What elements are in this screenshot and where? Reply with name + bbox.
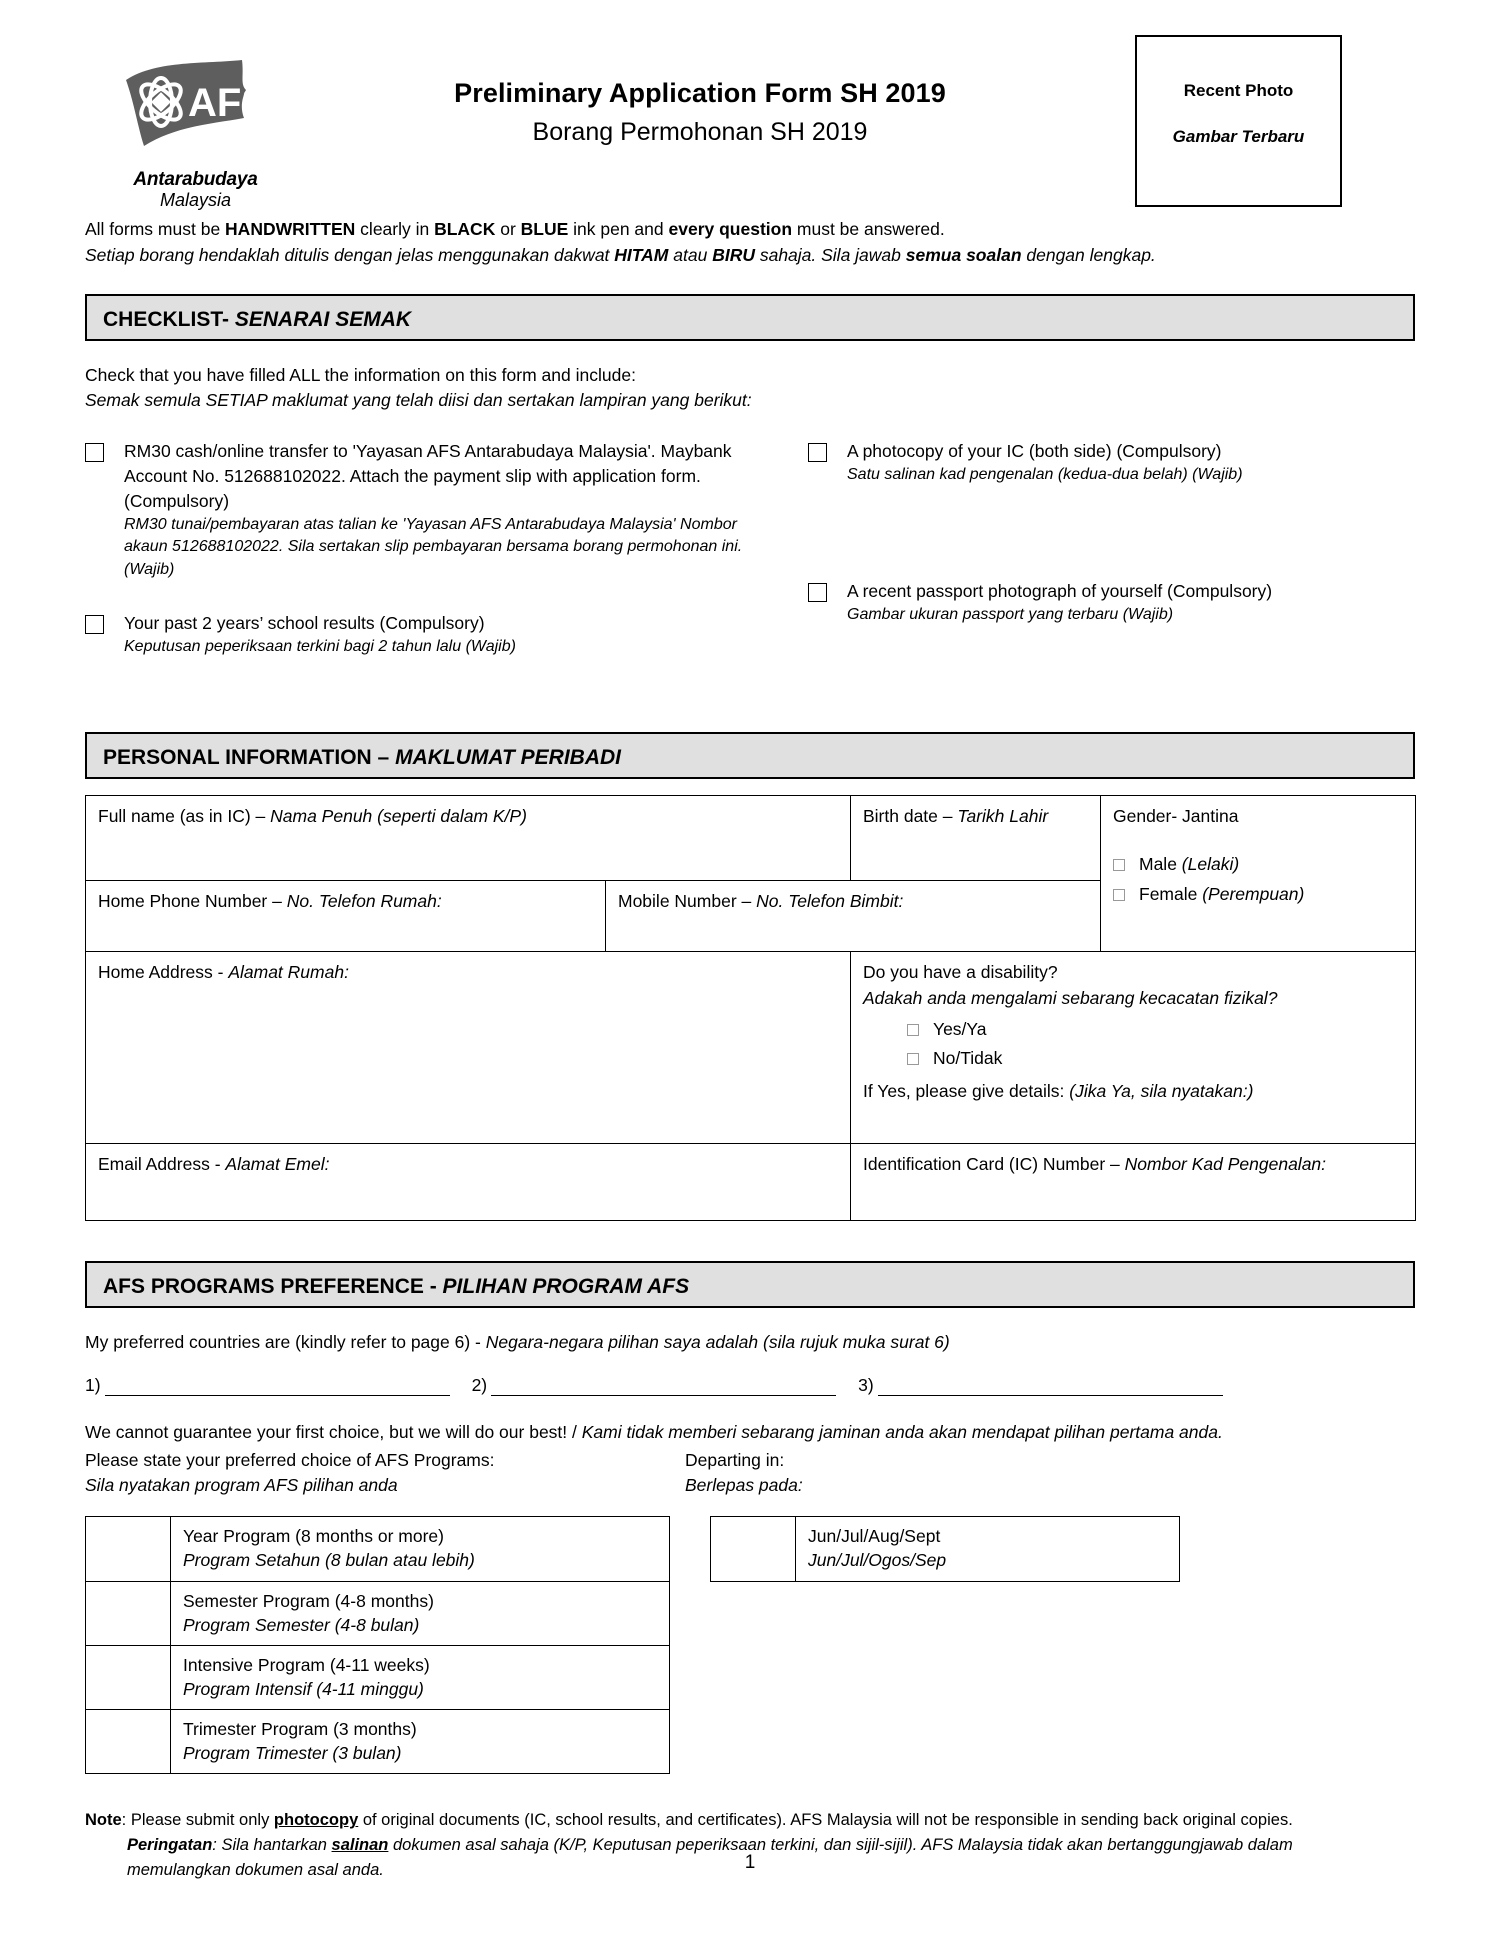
checkbox-female[interactable] <box>1113 889 1125 901</box>
field-home-phone[interactable] <box>86 881 606 952</box>
state-choice-malay: Sila nyatakan program AFS pilihan anda <box>85 1474 398 1495</box>
preferred-countries-english: My preferred countries are (kindly refer to page 6) - <box>85 1332 486 1353</box>
title-english: Preliminary Application Form SH 2019 <box>454 78 946 108</box>
checkbox-departing-jun-sept[interactable] <box>711 1517 796 1581</box>
field-full-name[interactable] <box>86 796 851 881</box>
checklist-title-malay: SENARAI SEMAK <box>234 307 412 331</box>
label-ic-malay: Nombor Kad Pengenalan: <box>1124 1154 1327 1175</box>
country-choice-3[interactable] <box>858 1375 1223 1396</box>
personal-title-malay: MAKLUMAT PERIBADI <box>395 746 622 770</box>
program-year <box>171 1517 670 1581</box>
label-female-english: Female <box>1139 883 1203 904</box>
guarantee-english: We cannot guarantee your first choice, but we will do our best! / <box>85 1422 582 1443</box>
personal-title-english: PERSONAL INFORMATION – <box>103 746 396 770</box>
country-number-1: 1) <box>85 1375 101 1396</box>
svg-text:AFS: AFS <box>187 81 268 125</box>
label-female-malay: (Perempuan) <box>1202 883 1305 904</box>
label-birth-date-malay: Tarikh Lahir <box>957 806 1049 827</box>
label-gender: Gender- Jantina <box>1113 806 1239 827</box>
afs-flag-icon <box>116 58 276 168</box>
instructions-line-malay: Setiap borang hendaklah ditulis dengan jelas menggunakan dakwat HITAM atau BIRU sahaja. Sila jawab semua soalan dengan lengkap. <box>85 245 1156 266</box>
checklist-title-english: CHECKLIST- <box>103 307 235 331</box>
note-line-english <box>85 1808 1415 1833</box>
note-line2-a: : Sila hantarkan <box>212 1836 332 1855</box>
program-trimester-malay: Program Trimester (3 bulan) <box>183 1743 402 1764</box>
program-intensive-malay: Program Intensif (4-11 minggu) <box>183 1679 424 1700</box>
checklist-item-school-results-english: Your past 2 years’ school results (Compulsory) <box>124 612 485 633</box>
program-intensive <box>171 1645 670 1709</box>
label-mobile-english: Mobile Number – <box>618 891 757 912</box>
programs-title-english: AFS PROGRAMS PREFERENCE - <box>103 1275 443 1299</box>
checklist-item-passport-photo-english: A recent passport photograph of yourself (Compulsory) <box>847 581 1273 602</box>
departing-malay: Berlepas pada: <box>685 1474 803 1495</box>
checklist-column-right <box>750 439 1415 688</box>
table-row <box>86 1645 670 1709</box>
label-disability-english: Do you have a disability? <box>863 962 1058 983</box>
country-choice-row <box>85 1375 1415 1396</box>
note-line2-underlined: salinan <box>331 1836 389 1855</box>
label-full-name-malay: Nama Penuh (seperti dalam K/P) <box>270 806 527 827</box>
note-line-malay-continued: memulangkan dokumen asal anda. <box>127 1860 384 1879</box>
note-line1-underlined: photocopy <box>273 1811 359 1830</box>
departing-jun-sept-english: Jun/Jul/Aug/Sept <box>808 1526 941 1547</box>
departing-table <box>710 1516 1180 1581</box>
instructions-line-english: All forms must be HANDWRITTEN clearly in BLACK or BLUE ink pen and every question must be answered. <box>85 219 945 239</box>
checklist-item-ic-photocopy-english: A photocopy of your IC (both side) (Compulsory) <box>847 441 1222 462</box>
label-birth-date-english: Birth date – <box>863 806 958 827</box>
label-disability-details-english: If Yes, please give details: <box>863 1080 1070 1101</box>
checklist-intro <box>85 363 1415 414</box>
checkbox-school-results[interactable] <box>85 615 104 634</box>
table-row <box>86 1144 1416 1221</box>
table-row <box>711 1517 1180 1581</box>
programs-title-malay: PILIHAN PROGRAM AFS <box>442 1275 690 1299</box>
program-semester-english: Semester Program (4-8 months) <box>183 1590 434 1611</box>
photo-label-malay: Gambar Terbaru <box>1172 127 1305 146</box>
program-year-malay: Program Setahun (8 bulan atau lebih) <box>183 1550 475 1571</box>
label-home-phone-malay: No. Telefon Rumah: <box>286 891 442 912</box>
section-header-personal-information <box>85 732 1415 779</box>
label-email-english: Email Address - <box>98 1154 226 1175</box>
country-input-3[interactable] <box>878 1378 1223 1396</box>
checkbox-ic-photocopy[interactable] <box>808 443 827 462</box>
departing-jun-sept-malay: Jun/Jul/Ogos/Sep <box>808 1550 947 1571</box>
label-ic-english: Identification Card (IC) Number – <box>863 1154 1125 1175</box>
disability-option-yes[interactable] <box>863 1019 1405 1040</box>
label-home-phone-english: Home Phone Number – <box>98 891 287 912</box>
note-line2-b: dokumen asal sahaja (K/P, Keputusan peperiksaan terkini, dan sijil-sijil). AFS Malaysia tidak akan bertanggungjawab dalam <box>388 1836 1293 1855</box>
checklist-item-passport-photo-malay: Gambar ukuran passport yang terbaru (Wajib) <box>847 606 1174 624</box>
label-home-address-malay: Alamat Rumah: <box>228 962 349 983</box>
guarantee-malay: Kami tidak memberi sebarang jaminan anda akan mendapat pilihan pertama anda. <box>581 1422 1223 1443</box>
guarantee-line <box>85 1420 1415 1445</box>
departing-jun-sept <box>796 1517 1180 1581</box>
program-trimester-english: Trimester Program (3 months) <box>183 1719 417 1740</box>
note-line1-a: : Please submit only <box>121 1811 274 1830</box>
checkbox-year-program[interactable] <box>86 1517 171 1581</box>
country-number-3: 3) <box>858 1375 874 1396</box>
label-disability-malay: Adakah anda mengalami sebarang kecacatan fizikal? <box>863 987 1278 1008</box>
recent-photo-box <box>1135 35 1342 207</box>
note-label-english: Note <box>85 1811 122 1830</box>
personal-information-table <box>85 795 1416 1221</box>
label-full-name-english: Full name (as in IC) – <box>98 806 271 827</box>
checkbox-disability-no[interactable] <box>907 1053 919 1065</box>
section-header-checklist <box>85 294 1415 341</box>
checkbox-trimester-program[interactable] <box>86 1710 171 1774</box>
checklist-item-payment[interactable] <box>85 439 750 581</box>
checklist-item-school-results[interactable] <box>85 611 750 658</box>
choice-and-departing-labels <box>85 1448 1415 1499</box>
page-header <box>85 0 1415 210</box>
country-input-2[interactable] <box>491 1378 836 1396</box>
country-input-1[interactable] <box>105 1378 450 1396</box>
checkbox-intensive-program[interactable] <box>86 1645 171 1709</box>
checklist-items <box>85 439 1415 688</box>
table-row <box>86 952 1416 1144</box>
checklist-item-ic-photocopy-malay: Satu salinan kad pengenalan (kedua-dua belah) (Wajib) <box>847 466 1243 484</box>
label-male-english: Male <box>1139 853 1182 874</box>
field-birth-date[interactable] <box>851 796 1101 881</box>
preferred-countries-malay: Negara-negara pilihan saya adalah (sila rujuk muka surat 6) <box>485 1332 950 1353</box>
checkbox-passport-photo[interactable] <box>808 583 827 602</box>
preferred-countries-line <box>85 1332 1415 1353</box>
note-label-malay: Peringatan <box>127 1836 213 1855</box>
gender-option-male[interactable] <box>1113 854 1405 875</box>
checkbox-payment[interactable] <box>85 443 104 462</box>
program-trimester <box>171 1710 670 1774</box>
field-home-address[interactable] <box>86 952 851 1144</box>
checklist-item-payment-malay: RM30 tunai/pembayaran atas talian ke 'Yayasan AFS Antarabudaya Malaysia' Nombor akaun 512688102022. Sila sertakan slip pembayaran bersama borang permohonan ini. (Wajib) <box>124 515 743 578</box>
field-email-address[interactable] <box>86 1144 851 1221</box>
afs-logo <box>103 58 288 211</box>
section-header-programs-preference <box>85 1261 1415 1308</box>
departing-english: Departing in: <box>685 1449 785 1470</box>
country-choice-1[interactable] <box>85 1375 450 1396</box>
checklist-item-passport-photo[interactable] <box>808 579 1415 626</box>
country-choice-2[interactable] <box>472 1375 837 1396</box>
program-intensive-english: Intensive Program (4-11 weeks) <box>183 1654 430 1675</box>
field-disability[interactable] <box>851 952 1416 1144</box>
table-row <box>86 1581 670 1645</box>
instructions-block <box>85 216 1415 269</box>
label-disability-no: No/Tidak <box>933 1047 1003 1068</box>
checklist-item-payment-english: RM30 cash/online transfer to 'Yayasan AFS Antarabudaya Malaysia'. Maybank Account No. 512688102022. Attach the payment slip with application form. (Compulsory) <box>124 441 732 511</box>
programs-tables-wrap <box>85 1498 1415 1774</box>
logo-subtitle-antarabudaya: Antarabudaya <box>133 169 258 190</box>
checklist-column-left <box>85 439 750 688</box>
table-row <box>86 1517 670 1581</box>
checklist-item-ic-photocopy[interactable] <box>808 439 1415 486</box>
checkbox-male[interactable] <box>1113 859 1125 871</box>
checklist-intro-english: Check that you have filled ALL the information on this form and include: <box>85 364 636 385</box>
label-email-malay: Alamat Emel: <box>225 1154 330 1175</box>
checklist-intro-malay: Semak semula SETIAP maklumat yang telah diisi dan sertakan lampiran yang berikut: <box>85 389 752 410</box>
disability-option-no[interactable] <box>863 1048 1405 1069</box>
preferred-choice-labels <box>85 1448 685 1499</box>
label-disability-yes: Yes/Ya <box>933 1018 987 1039</box>
checkbox-disability-yes[interactable] <box>907 1024 919 1036</box>
page-number: 1 <box>744 1852 756 1873</box>
logo-subtitle-malaysia: Malaysia <box>159 189 232 210</box>
table-row <box>86 796 1416 881</box>
departing-labels <box>685 1448 1145 1499</box>
country-number-2: 2) <box>471 1375 488 1396</box>
note-line1-b: of original documents (IC, school results, and certificates). AFS Malaysia will not be responsible in sending back original copies. <box>358 1811 1293 1830</box>
field-ic-number[interactable] <box>851 1144 1416 1221</box>
checklist-item-school-results-malay: Keputusan peperiksaan terkini bagi 2 tahun lalu (Wajib) <box>124 637 516 655</box>
programs-table <box>85 1516 670 1774</box>
label-mobile-malay: No. Telefon Bimbit: <box>756 891 904 912</box>
departing-table-wrap <box>710 1498 1180 1774</box>
field-gender[interactable] <box>1101 796 1416 952</box>
programs-table-wrap <box>85 1498 670 1774</box>
gender-option-female[interactable] <box>1113 884 1405 905</box>
table-row <box>86 1710 670 1774</box>
field-mobile-number[interactable] <box>606 881 1101 952</box>
label-disability-details-malay: (Jika Ya, sila nyatakan:) <box>1069 1080 1254 1101</box>
state-choice-english: Please state your preferred choice of AFS Programs: <box>85 1449 495 1470</box>
program-semester-malay: Program Semester (4-8 bulan) <box>183 1614 420 1635</box>
title-malay: Borang Permohonan SH 2019 <box>532 118 868 146</box>
program-semester <box>171 1581 670 1645</box>
label-male-malay: (Lelaki) <box>1181 853 1240 874</box>
page-title <box>335 78 1065 147</box>
label-disability-details <box>863 1079 1405 1104</box>
photo-label-english: Recent Photo <box>1183 81 1294 100</box>
program-year-english: Year Program (8 months or more) <box>183 1526 444 1547</box>
label-home-address-english: Home Address - <box>98 962 229 983</box>
checkbox-semester-program[interactable] <box>86 1581 171 1645</box>
